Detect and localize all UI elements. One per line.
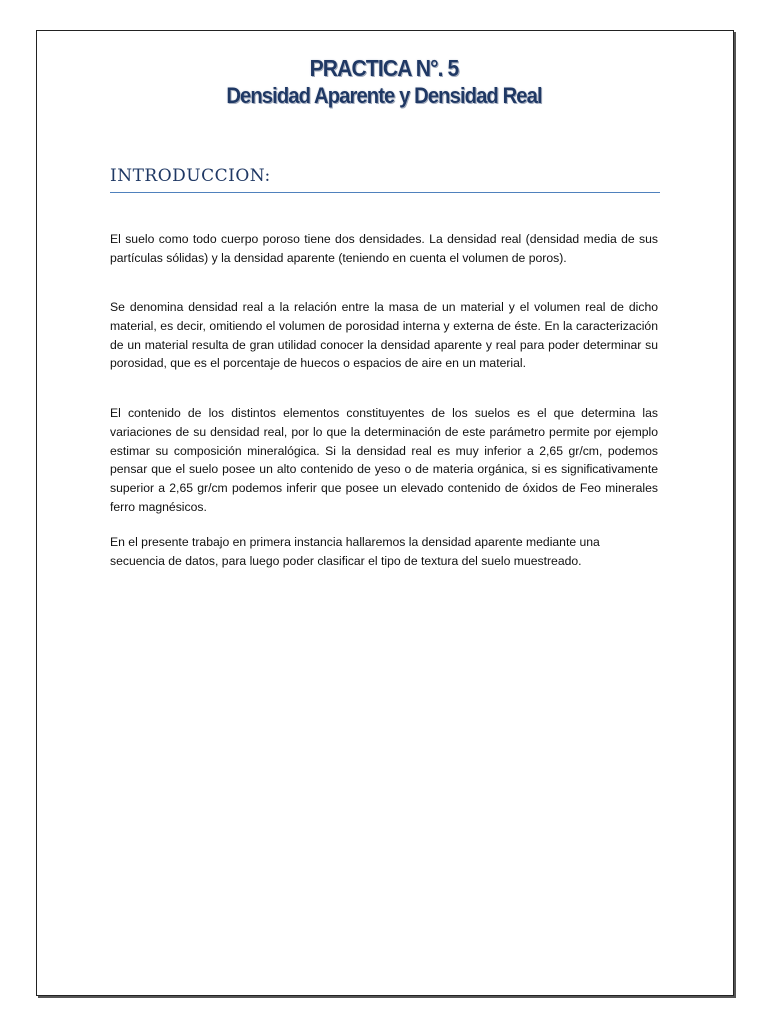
section-heading-introduccion: INTRODUCCION: — [110, 166, 660, 193]
paragraph-3: El contenido de los distintos elementos constituyentes de los suelos es el que determina las variaciones de su densidad real, por lo que la determinación de este parámetro permite por ejemplo estimar su composición mineralógica. Si la densidad real es muy inferior a 2,65 gr/cm, podemos pensar que el suelo posee un alto contenido de yeso o de materia orgánica, si es significativamente superior a 2,65 gr/cm podemos inferir que posee un elevado contenido de óxidos de Feo minerales ferro magnésicos. — [110, 406, 658, 514]
document-title — [0, 54, 768, 110]
practice-number-title: PRACTICA N°. 5 — [309, 55, 459, 81]
paragraph-4: En el presente trabajo en primera instancia hallaremos la densidad aparente mediante una secuencia de datos, para luego poder clasificar el tipo de textura del suelo muestreado. — [110, 535, 600, 568]
document-subtitle: Densidad Aparente y Densidad Real — [226, 83, 542, 108]
paragraph-1: El suelo como todo cuerpo poroso tiene dos densidades. La densidad real (densidad media de sus partículas sólidas) y la densidad aparente (teniendo en cuenta el volumen de poros). — [110, 232, 658, 265]
paragraph-2: Se denomina densidad real a la relación entre la masa de un material y el volumen real de dicho material, es decir, omitiendo el volumen de porosidad interna y externa de éste. En la caracterización de un material resulta de gran utilidad conocer la densidad aparente y real para poder determinar su porosidad, que es el porcentaje de huecos o espacios de aire en un material. — [110, 300, 658, 371]
